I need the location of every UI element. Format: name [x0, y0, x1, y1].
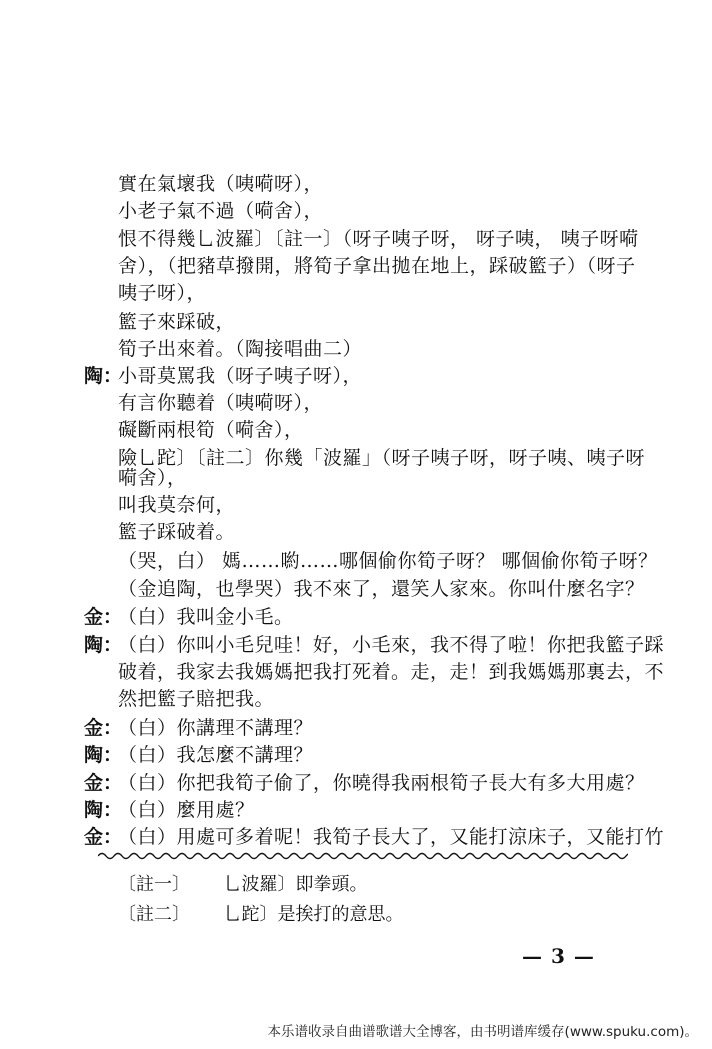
footnote-label: 〔註二〕	[118, 904, 190, 925]
footnote-text: 乚跎〕是挨打的意思。	[223, 904, 404, 925]
dialogue-line: （白）用處可多着呢！我筍子長大了，又能打涼床子，又能打竹	[118, 826, 665, 848]
dialogue-line: 籃子來踩破，	[118, 311, 236, 333]
wavy-divider	[98, 850, 628, 862]
footer-attribution: 本乐谱收录自曲谱歌谱大全博客，由书明谱库缓存(www.spuku.com)。	[267, 1024, 698, 1040]
speaker-label: 陶：	[84, 744, 123, 766]
dialogue-line: 礙斷兩根筍（嗬舍），	[118, 419, 304, 441]
dialogue-line: 恨不得幾乚波羅〕〔註一〕（呀子咦子呀， 呀子咦， 咦子呀嗬	[118, 228, 639, 250]
page-number: — 3 —	[522, 944, 595, 968]
dialogue-line: 叫我莫奈何，	[118, 494, 236, 516]
speaker-label: 金：	[84, 606, 123, 628]
speaker-label: 金：	[84, 717, 123, 739]
dialogue-line: 險乚跎〕〔註二〕你幾「波羅」（呀子咦子呀，呀子咦、咦子呀	[118, 447, 646, 469]
dialogue-line: 破着，我家去我媽媽把我打死着。走，走！到我媽媽那裏去，不	[118, 661, 665, 683]
dialogue-line: （哭，白） 媽……喲……哪個偷你筍子呀？ 哪個偷你筍子呀？	[118, 550, 658, 572]
speaker-label: 陶：	[84, 799, 123, 821]
dialogue-line: （白）麼用處？	[118, 799, 255, 821]
dialogue-line: （白）你叫小毛兒哇！好，小毛來，我不得了啦！你把我籃子踩	[118, 634, 665, 656]
speaker-label: 陶：	[84, 365, 123, 387]
dialogue-line: （白）我叫金小毛。	[118, 606, 294, 628]
dialogue-line: 小哥莫罵我（呀子咦子呀），	[118, 365, 363, 387]
dialogue-line: 小老子氣不過（嗬舍），	[118, 200, 324, 222]
dialogue-line: （金追陶，也學哭）我不來了，還笑人家來。你叫什麼名字？	[118, 578, 645, 600]
dialogue-line: 舍），（把豬草撥開，將筍子拿出拋在地上，踩破籃子）（呀子	[118, 255, 636, 277]
dialogue-line: 筍子出來着。（陶接唱曲二）	[118, 338, 363, 360]
footnote	[118, 903, 403, 927]
footnote-text: 乚波羅〕即拳頭。	[223, 874, 368, 895]
footnote-label: 〔註一〕	[118, 874, 190, 895]
speaker-label: 陶：	[84, 634, 123, 656]
dialogue-line: 咦子呀），	[118, 282, 207, 304]
dialogue-line: （白）你講理不講理？	[118, 717, 314, 739]
dialogue-line: 有言你聽着（咦嗬呀），	[118, 392, 324, 414]
dialogue-line: （白）我怎麼不講理？	[118, 744, 314, 766]
dialogue-line: 實在氣壞我（咦嗬呀），	[118, 173, 324, 195]
dialogue-line: 籃子踩破着。	[118, 521, 236, 543]
dialogue-line: （白）你把我筍子偷了，你曉得我兩根筍子長大有多大用處？	[118, 772, 645, 794]
speaker-label: 金：	[84, 772, 123, 794]
dialogue-line: 嗬舍），	[118, 467, 187, 489]
speaker-label: 金：	[84, 826, 123, 848]
footnote	[118, 873, 367, 897]
dialogue-line: 然把籃子賠把我。	[118, 688, 275, 710]
